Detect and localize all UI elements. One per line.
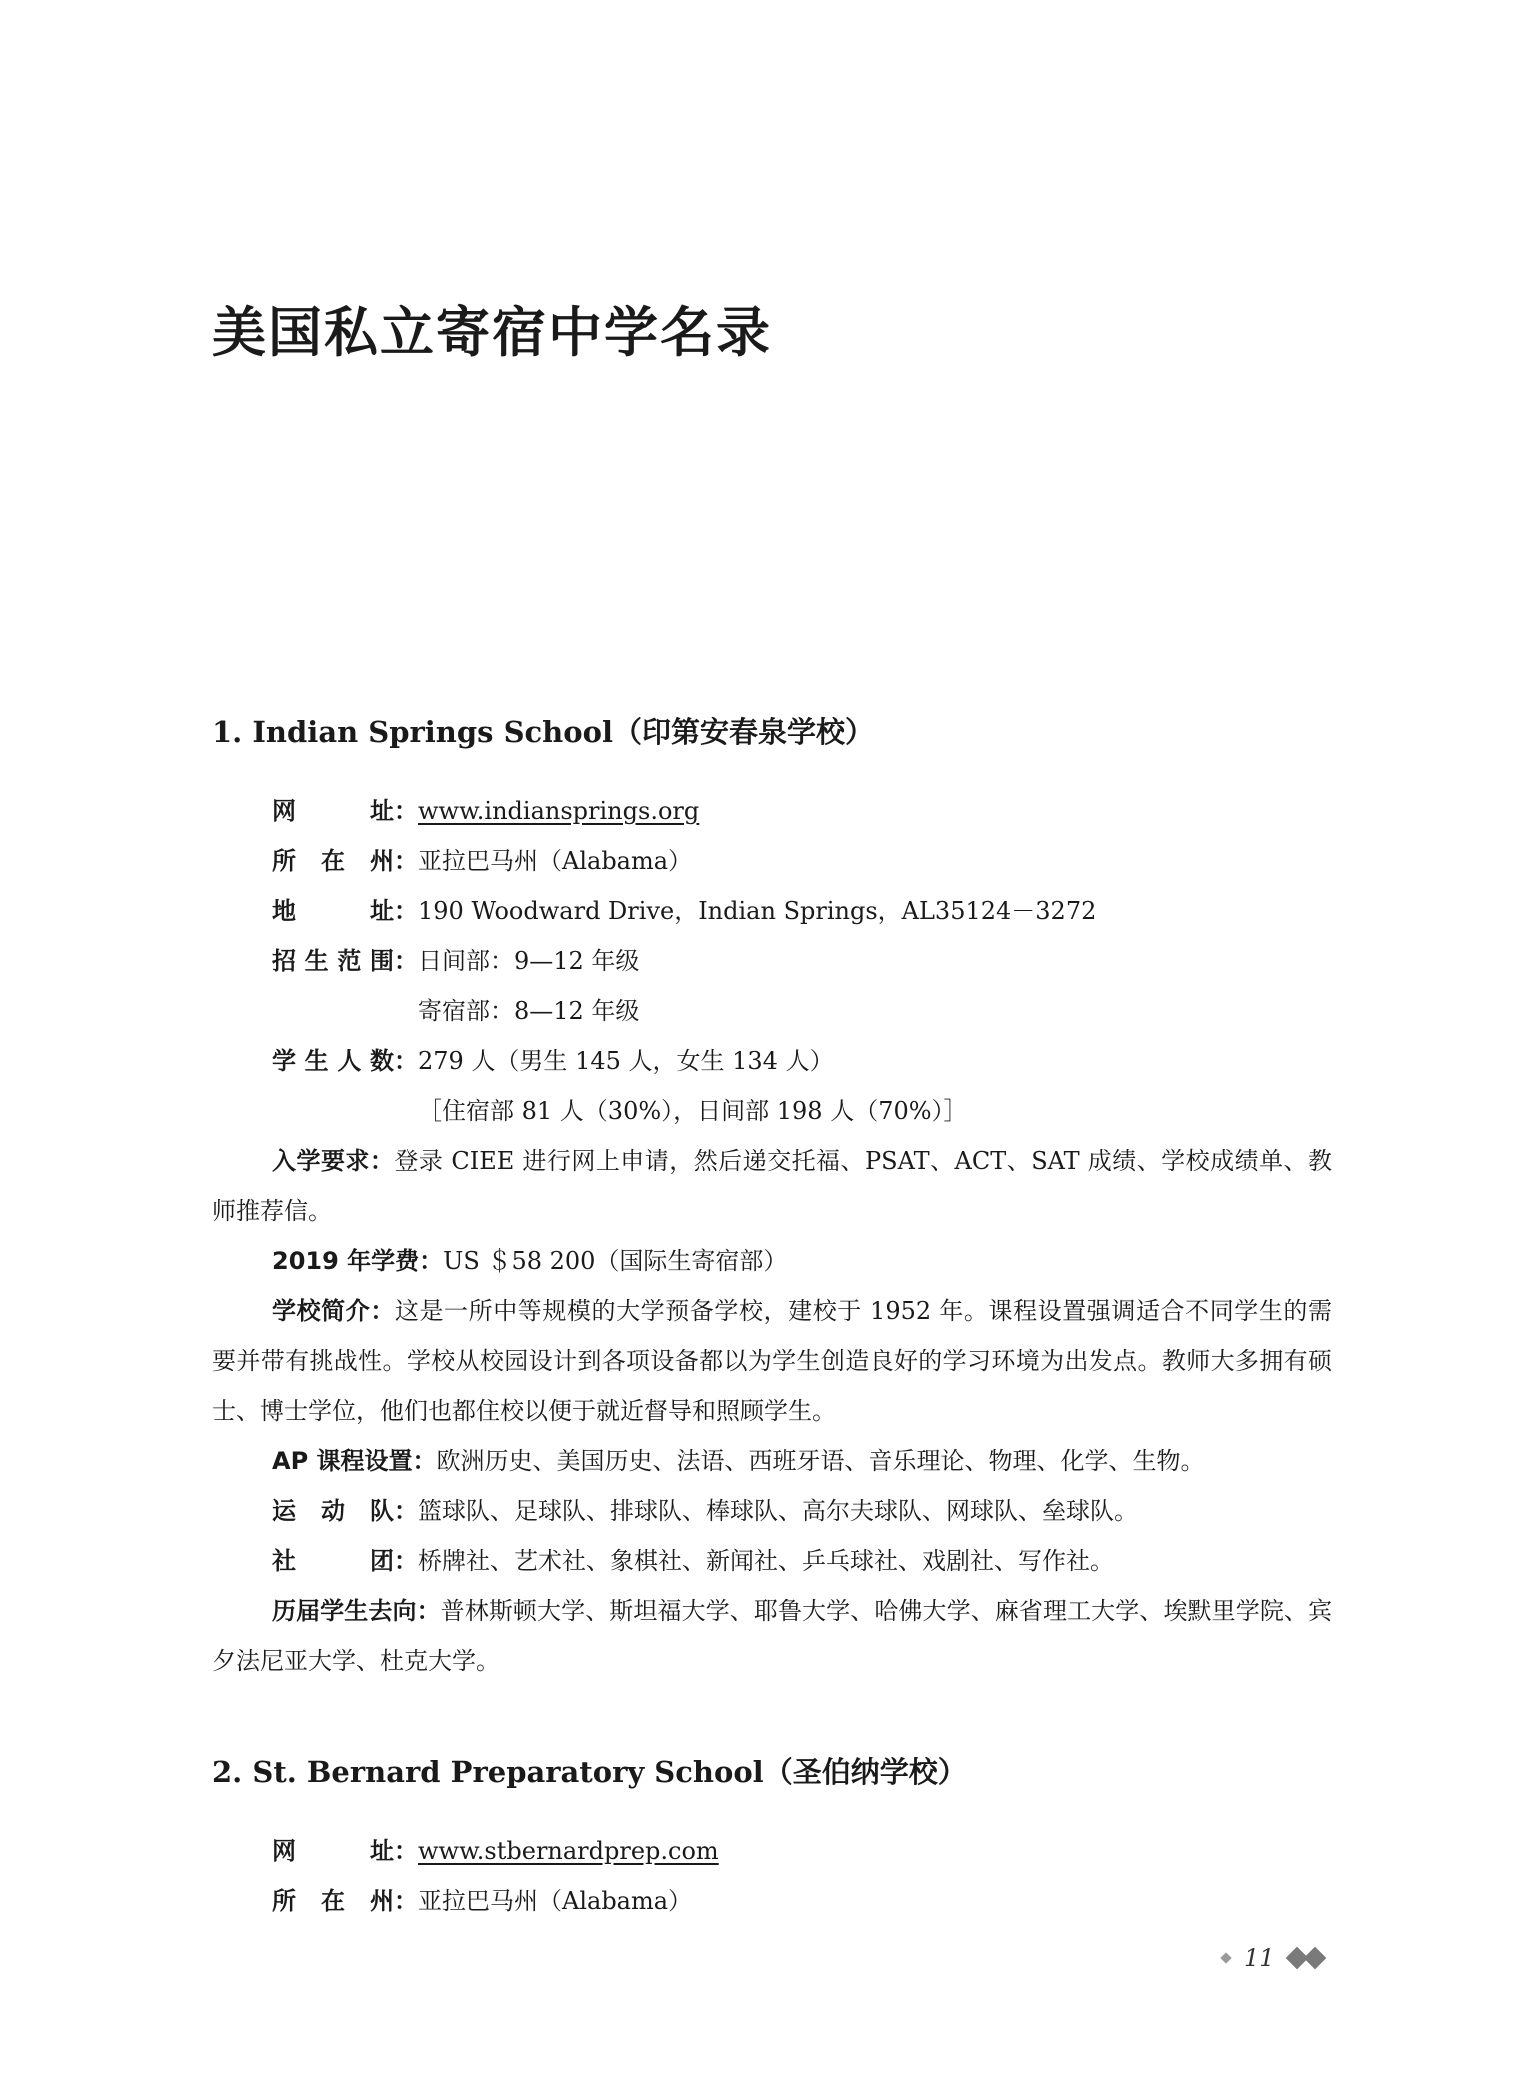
address-row [212, 886, 1332, 936]
colon: ： [394, 947, 418, 975]
website-row [212, 1826, 1332, 1876]
ap-text: 欧洲历史、美国历史、法语、西班牙语、音乐理论、物理、化学、生物。 [436, 1447, 1205, 1475]
tuition-paragraph [212, 1236, 1332, 1286]
destinations-label: 历届学生去向 [272, 1597, 417, 1625]
clubs-row [212, 1536, 1332, 1586]
website-row [212, 786, 1332, 836]
state-value: 亚拉巴马州（Alabama） [418, 1887, 693, 1915]
admission-paragraph [212, 1136, 1332, 1236]
sports-value: 篮球队、足球队、排球队、棒球队、高尔夫球队、网球队、垒球队。 [418, 1497, 1138, 1525]
admission-label: 入学要求 [272, 1147, 370, 1175]
tuition-text: US ＄58 200（国际生寄宿部） [443, 1247, 788, 1275]
colon: ： [369, 1147, 395, 1175]
students-label: 学生人数 [272, 1047, 394, 1075]
colon: ： [394, 1497, 418, 1525]
intro-label: 学校简介 [272, 1297, 371, 1325]
destinations-text: 普林斯顿大学、斯坦福大学、耶鲁大学、哈佛大学、麻省理工大学、埃默里学院、宾夕法尼亚大学、杜克大学。 [212, 1597, 1333, 1675]
website-label: 网 址 [272, 797, 394, 825]
admission-text: 登录 CIEE 进行网上申请，然后递交托福、PSAT、ACT、SAT 成绩、学校成绩单、教师推荐信。 [212, 1147, 1333, 1225]
intro-paragraph [212, 1286, 1332, 1436]
address-label: 地 址 [272, 897, 394, 925]
sports-row [212, 1486, 1332, 1536]
colon: ： [394, 1047, 418, 1075]
tuition-label: 2019 年学费 [272, 1247, 420, 1275]
website-link[interactable]: www.stbernardprep.com [418, 1837, 719, 1865]
colon: ： [416, 1597, 441, 1625]
page-number: 11 [1244, 1944, 1275, 1972]
colon: ： [394, 897, 418, 925]
students-row [212, 1036, 1332, 1136]
page-footer [1222, 1944, 1323, 1972]
address-value: 190 Woodward Drive，Indian Springs，AL35124－3272 [418, 897, 1097, 925]
state-value: 亚拉巴马州（Alabama） [418, 847, 693, 875]
colon: ： [412, 1447, 437, 1475]
colon: ： [394, 1887, 418, 1915]
state-row [212, 836, 1332, 886]
state-row [212, 1876, 1332, 1926]
ap-paragraph [212, 1436, 1332, 1486]
students-split: ［住宿部 81 人（30%），日间部 198 人（70%）］ [418, 1097, 968, 1125]
intro-text: 这是一所中等规模的大学预备学校，建校于 1952 年。课程设置强调适合不同学生的需要并带有挑战性。学校从校园设计到各项设备都以为学生创造良好的学习环境为出发点。教师大多拥有硕士、博士学位，他们也都住校以便于就近督导和照顾学生。 [212, 1297, 1332, 1425]
enrollment-row [212, 936, 1332, 1036]
double-diamond-ornament-icon [1289, 1950, 1323, 1966]
clubs-value: 桥牌社、艺术社、象棋社、新闻社、乒乓球社、戏剧社、写作社。 [418, 1547, 1114, 1575]
diamond-icon [1303, 1947, 1326, 1970]
colon: ： [419, 1247, 444, 1275]
clubs-label: 社 团 [272, 1547, 394, 1575]
page-title: 美国私立寄宿中学名录 [212, 300, 772, 364]
ap-label: AP 课程设置 [272, 1447, 413, 1475]
website-label: 网 址 [272, 1837, 394, 1865]
enrollment-label: 招生范围 [272, 947, 394, 975]
diamond-ornament-icon [1220, 1952, 1231, 1963]
colon: ： [370, 1297, 395, 1325]
destinations-paragraph [212, 1586, 1332, 1686]
state-label: 所 在 州 [272, 847, 394, 875]
colon: ： [394, 1547, 418, 1575]
enrollment-day: 日间部：9—12 年级 [418, 947, 640, 975]
school-entry-1 [212, 710, 1332, 1686]
school-heading: 2. St. Bernard Preparatory School（圣伯纳学校） [212, 1755, 967, 1789]
colon: ： [394, 847, 418, 875]
sports-label: 运 动 队 [272, 1497, 394, 1525]
students-total: 279 人（男生 145 人，女生 134 人） [418, 1047, 834, 1075]
enrollment-boarding: 寄宿部：8—12 年级 [418, 997, 640, 1025]
school-heading: 1. Indian Springs School（印第安春泉学校） [212, 715, 874, 749]
school-entry-2 [212, 1750, 1332, 1926]
state-label: 所 在 州 [272, 1887, 394, 1915]
website-link[interactable]: www.indiansprings.org [418, 797, 700, 825]
colon: ： [394, 1837, 418, 1865]
colon: ： [394, 797, 418, 825]
